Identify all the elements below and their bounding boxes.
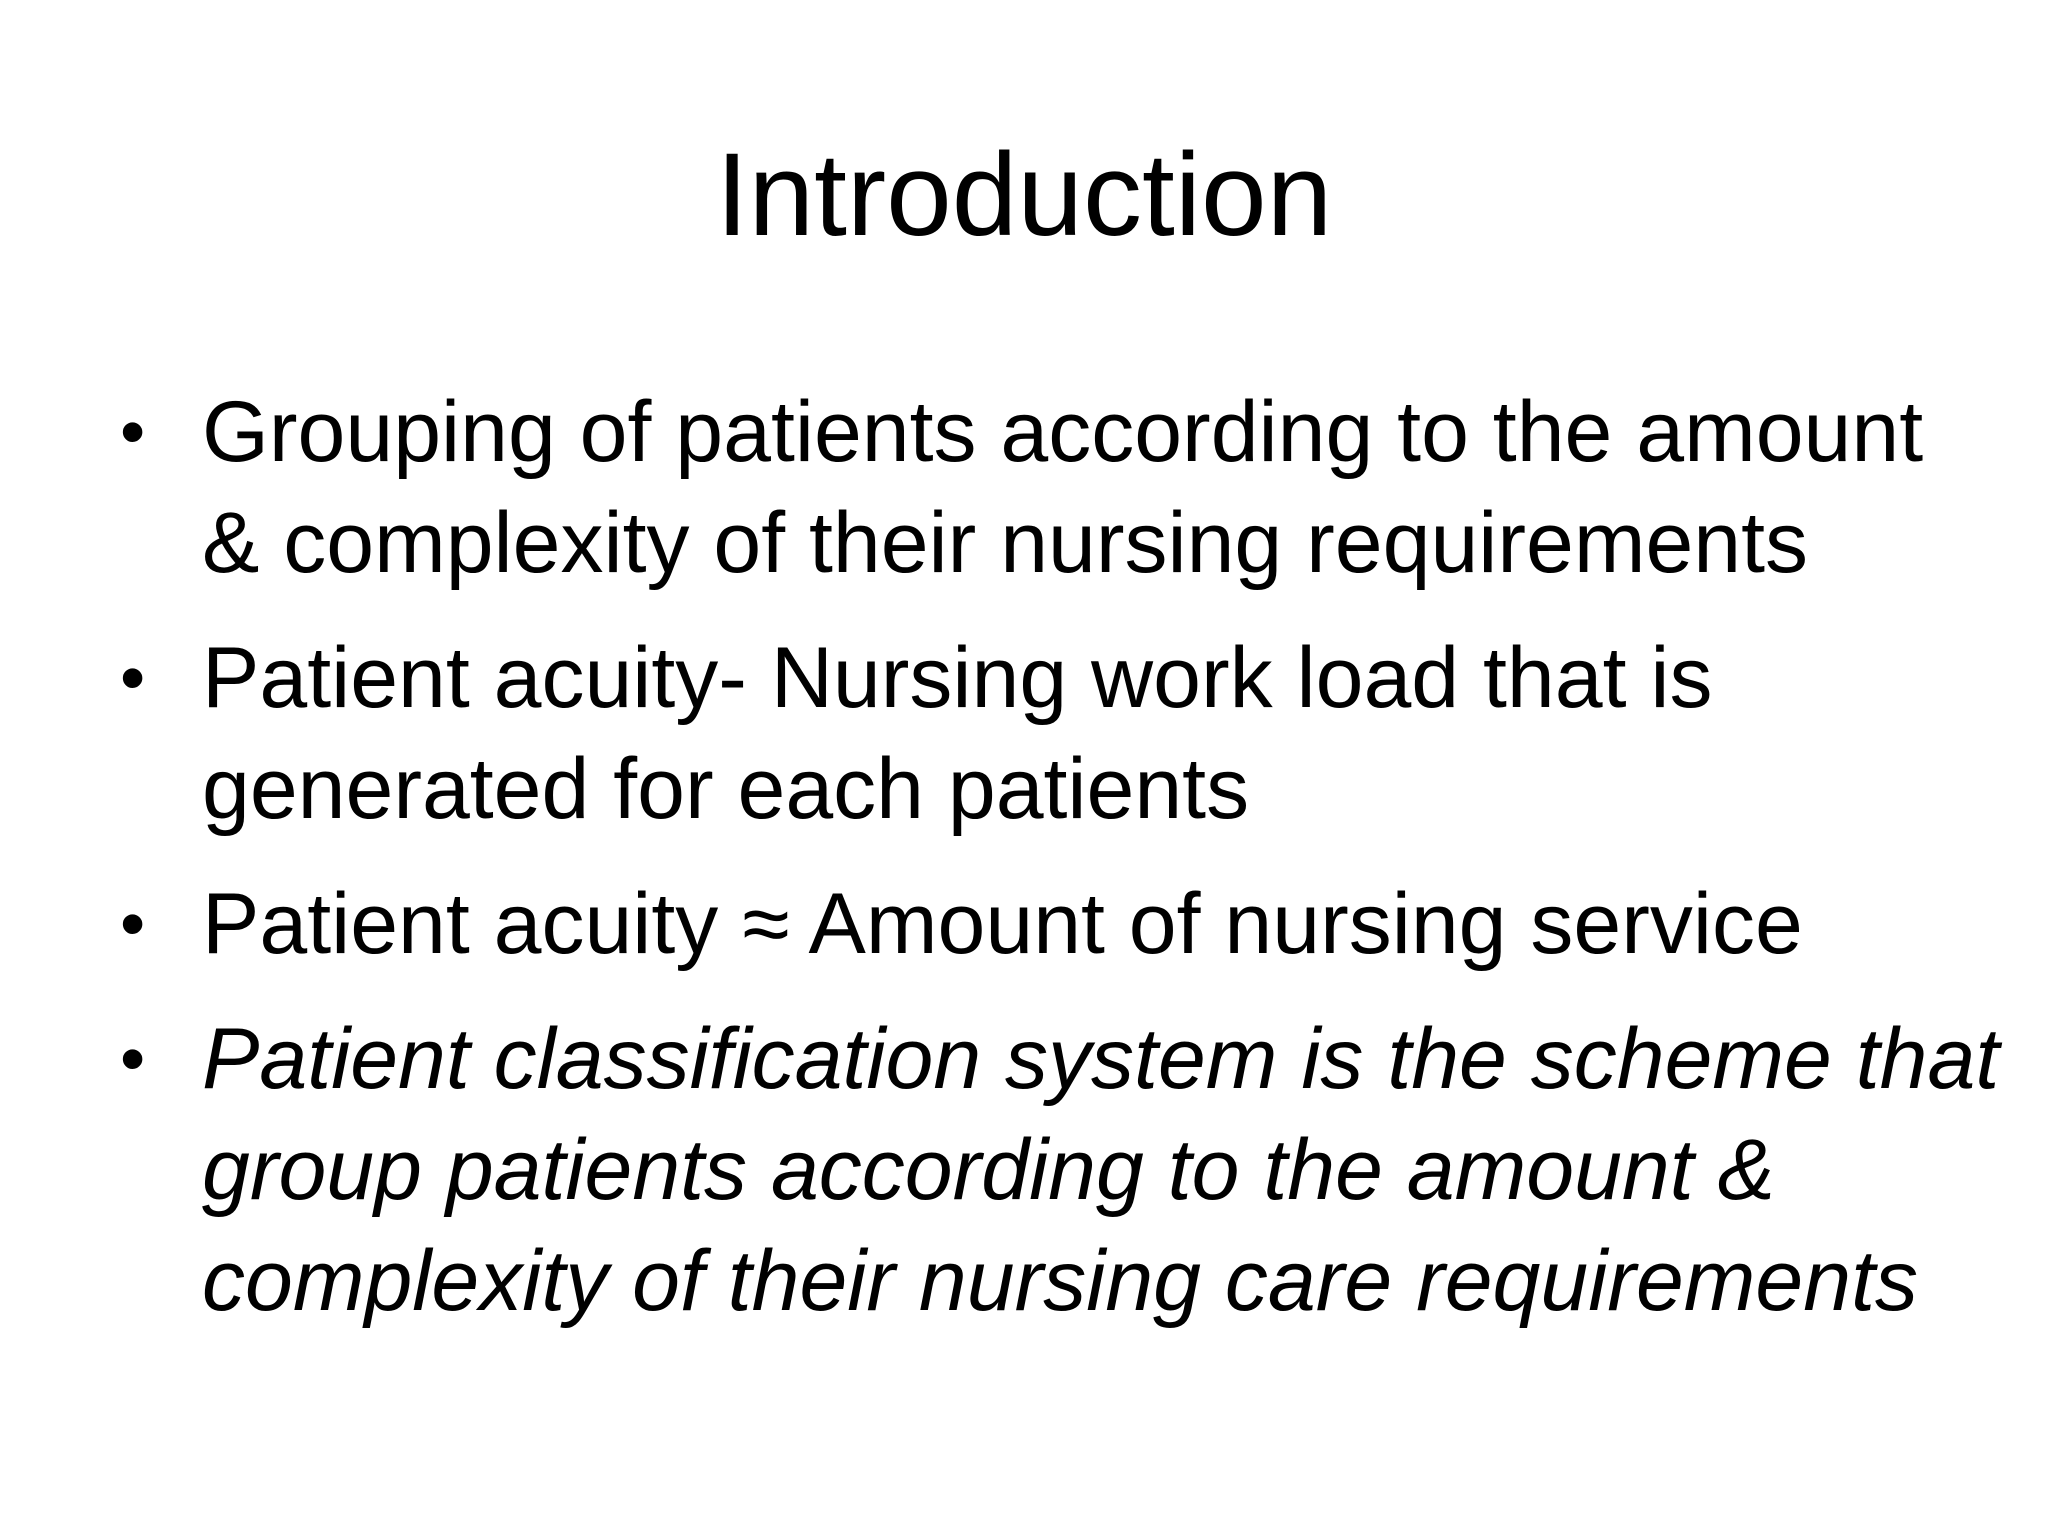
- slide-title: Introduction: [715, 129, 1333, 261]
- bullet-text: Patient classification system is the scheme that group patients according to the amount & complexity of their nursing care requirements: [202, 1011, 2000, 1329]
- bullet-marker: •: [120, 1019, 146, 1099]
- bullet-text: Grouping of patients according to the amount & complexity of their nursing requirements: [202, 384, 1924, 591]
- bullet-item: [120, 1004, 2000, 1337]
- bullet-item: [120, 623, 2000, 845]
- bullet-item: [120, 377, 2000, 599]
- bullet-text: Patient acuity ≈ Amount of nursing service: [202, 876, 1803, 972]
- bullet-marker: •: [120, 638, 146, 718]
- bullet-marker: •: [120, 392, 146, 472]
- bullet-text: Patient acuity- Nursing work load that is generated for each patients: [202, 630, 1713, 837]
- bullet-marker: •: [120, 884, 146, 964]
- bullet-item: [120, 869, 2000, 980]
- bullet-list: [120, 377, 2000, 1361]
